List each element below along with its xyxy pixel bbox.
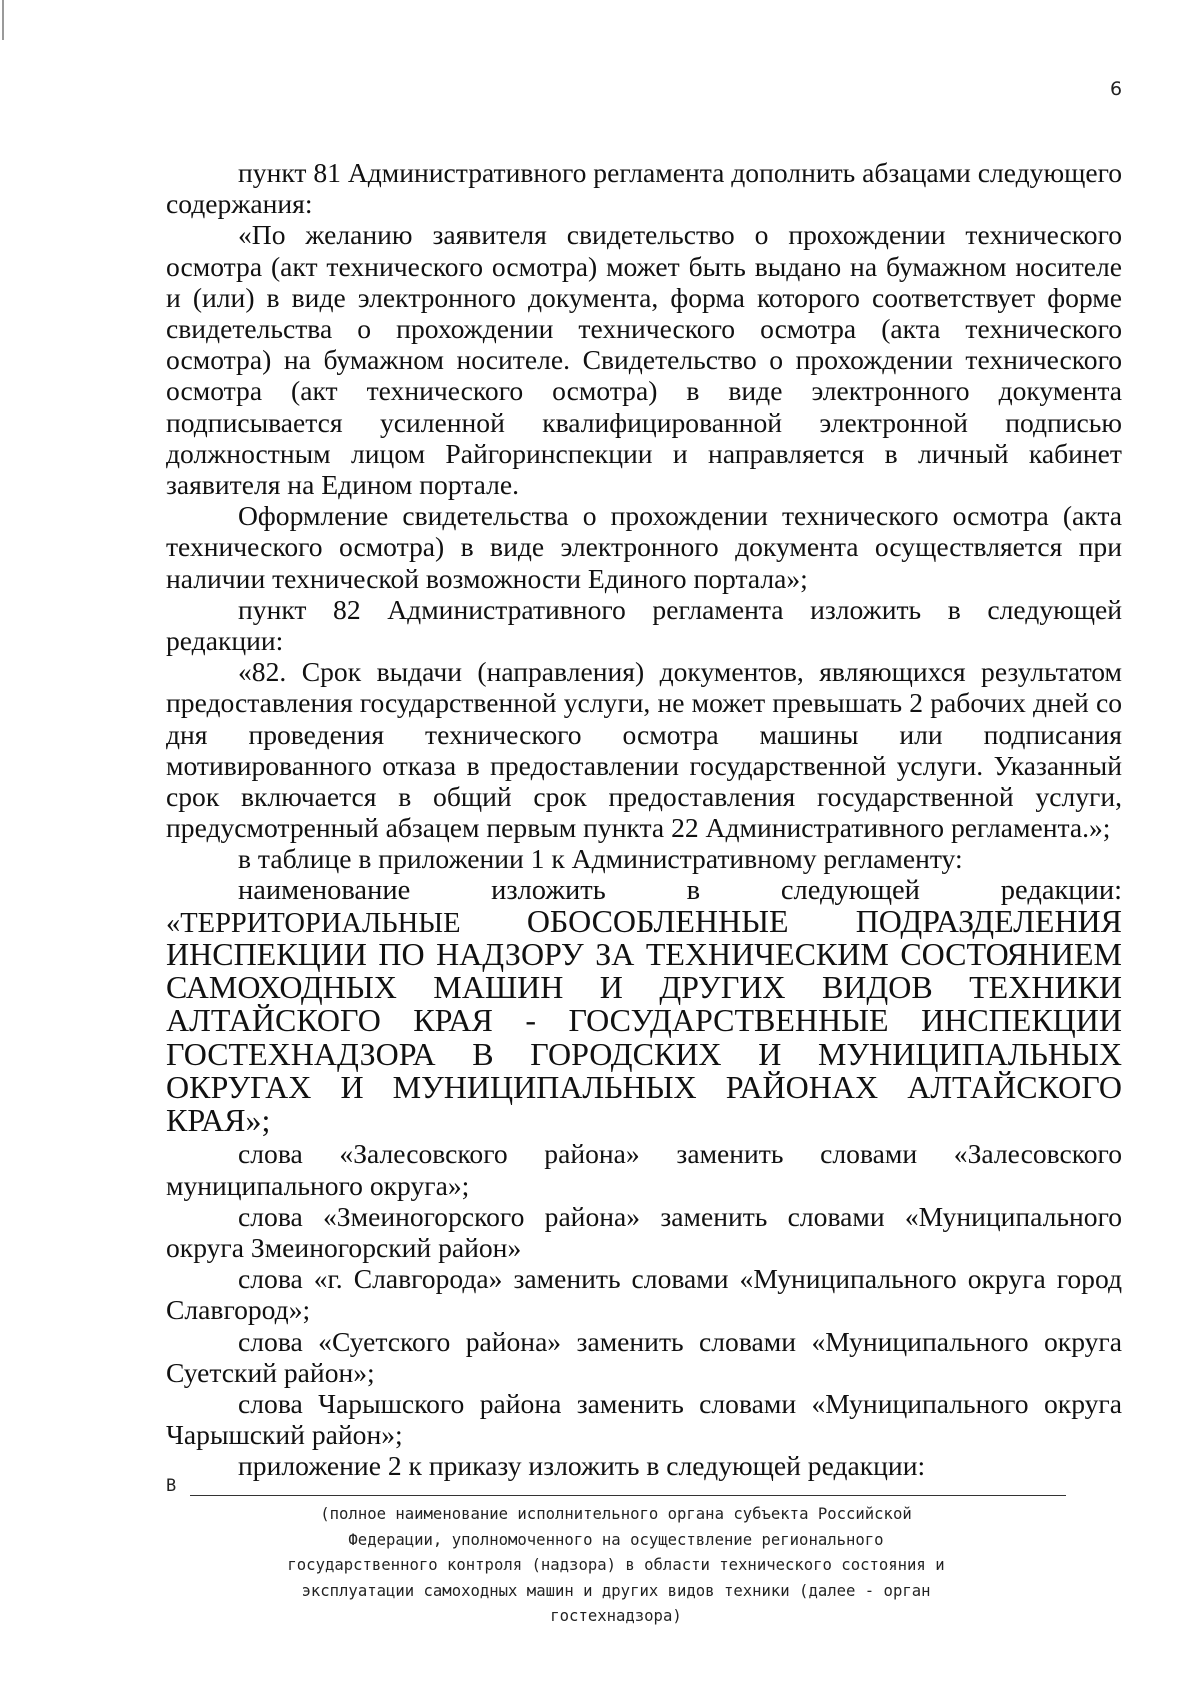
form-caption-line: государственного контроля (надзора) в области технического состояния и <box>287 1556 945 1574</box>
paragraph-point-82: пункт 82 Административного регламента изложить в следующей редакции: <box>166 593 1122 657</box>
form-caption-line: гостехнадзора) <box>550 1607 682 1625</box>
form-caption-line: Федерации, уполномоченного на осуществление регионального <box>348 1530 884 1549</box>
new-name-caps: ОБОСОБЛЕННЫЕ ПОДРАЗДЕЛЕНИЯ ИНСПЕКЦИИ ПО НАДЗОРУ ЗА ТЕХНИЧЕСКИМ СОСТОЯНИЕМ САМОХОДНЫХ МАШИН И ДРУГИХ ВИДОВ ТЕХНИКИ АЛТАЙСКОГО КРАЯ - ГОСУДАРСТВЕННЫЕ ИНСПЕКЦИИ ГОСТЕХНАДЗОРА В ГОРОДСКИХ И МУНИЦИПАЛЬНЫХ ОКРУГАХ И МУНИЦИПАЛЬНЫХ РАЙОНАХ АЛТАЙСКОГО КРАЯ»; <box>166 902 1122 1139</box>
new-name-lead: наименование изложить в следующей редакции: «ТЕРРИТОРИАЛЬНЫЕ <box>166 874 1122 939</box>
form-recipient-line <box>190 1477 1066 1496</box>
form-caption-line: эксплуатации самоходных машин и других видов техники (далее - орган <box>301 1581 931 1600</box>
paragraph-point-82-text: «82. Срок выдачи (направления) документов, являющихся результатом предоставления государственной услуги, не может превышать 2 рабочих дней со дня проведения технического осмотра машины или подписания мотивированного отказа в предоставлении государственной услуги. Указанный срок включается в общий срок предоставления государственной услуги, предусмотренный абзацем первым пункта 22 Административного регламента.»; <box>166 656 1122 844</box>
paragraph-new-name <box>166 875 1122 1139</box>
page-number: 6 <box>1110 78 1123 100</box>
form-caption-line: (полное наименование исполнительного органа субъекта Российской <box>320 1505 912 1523</box>
paragraph-electronic-certificate: «По желанию заявителя свидетельство о прохождении технического осмотра (акт технического осмотра) может быть выдано на бумажном носителе и (или) в виде электронного документа, форма которого соответствует форме свидетельства о прохождении технического осмотра (акта технического осмотра) на бумажном носителе. Свидетельство о прохождении технического осмотра (акт технического осмотра) в виде электронного документа подписывается усиленной квалифицированной электронной подписью должностным лицом Райгоринспекции и направляется в личный кабинет заявителя на Едином портале. <box>166 219 1122 501</box>
form-header-block <box>166 1470 1066 1630</box>
form-caption <box>166 1502 1066 1630</box>
replacement-zmeinogorsky: слова «Змеиногорского района» заменить словами «Муниципального округа Змеиногорский район» <box>166 1200 1122 1263</box>
paragraph-appendix-2: приложение 2 к приказу изложить в следующей редакции: <box>238 1450 926 1482</box>
replacement-charyshsky: слова Чарышского района заменить словами «Муниципального округа Чарышский район»; <box>166 1387 1122 1451</box>
paragraph-certificate-formatting: Оформление свидетельства о прохождении технического осмотра (акта технического осмотра) в виде электронного документа осуществляется при наличии технической возможности Единого портала»; <box>166 500 1122 594</box>
form-recipient-row <box>166 1470 1066 1496</box>
replacement-zalesovsky: слова «Залесовского района» заменить словами «Залесовского муниципального округа»; <box>166 1138 1122 1201</box>
replacement-suetsky: слова «Суетского района» заменить словами «Муниципального округа Суетский район»; <box>166 1325 1122 1388</box>
document-body <box>166 157 1122 1482</box>
paragraph-appendix-table: в таблице в приложении 1 к Административному регламенту: <box>238 843 963 875</box>
form-prefix: В <box>166 1476 177 1496</box>
replacement-slavgorod: слова «г. Славгорода» заменить словами «Муниципального округа город Славгород»; <box>166 1263 1122 1326</box>
paragraph-point-81: пункт 81 Административного регламента дополнить абзацами следующего содержания: <box>166 157 1122 220</box>
